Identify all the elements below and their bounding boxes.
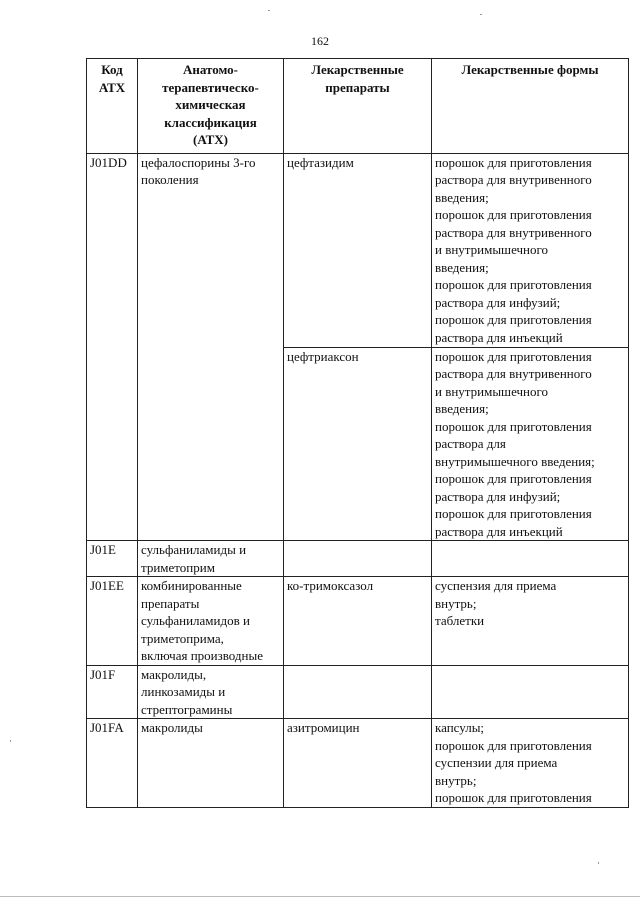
header-dosage-forms: Лекарственные формы <box>432 59 629 154</box>
atc-code-cell: J01DD <box>87 153 138 541</box>
atc-code-cell: J01FA <box>87 719 138 808</box>
drug-cell: ко-тримоксазол <box>284 577 432 666</box>
drug-cell <box>284 665 432 719</box>
dosage-forms-cell: капсулы; порошок для приготовления суспензии для приема внутрь; порошок для приготовления <box>432 719 629 808</box>
table-row <box>87 577 629 666</box>
classification-cell: цефалоспорины 3-го поколения <box>138 153 284 541</box>
page-number: 162 <box>311 34 329 48</box>
drug-cell: цефтазидим <box>284 153 432 347</box>
header-atc-classification: Анатомо- терапевтическо- химическая классификация (АТХ) <box>138 59 284 154</box>
dosage-forms-cell: суспензия для приема внутрь; таблетки <box>432 577 629 666</box>
atc-code-cell: J01F <box>87 665 138 719</box>
table-row <box>87 153 629 347</box>
classification-cell: макролиды, линкозамиды и стрептограмины <box>138 665 284 719</box>
table-row <box>87 665 629 719</box>
scan-speck <box>10 740 11 742</box>
classification-cell: комбинированные препараты сульфаниламидов и триметоприма, включая производные <box>138 577 284 666</box>
atc-drug-table <box>86 58 629 808</box>
table-row <box>87 719 629 808</box>
scan-edge-line <box>0 896 640 897</box>
dosage-forms-cell: порошок для приготовления раствора для внутривенного введения; порошок для приготовления раствора для внутривенного и внутримышечного введения; порошок для приготовления раствора для инфузий; порошок для приготовления раствора для инъекций <box>432 153 629 347</box>
atc-code-cell: J01E <box>87 541 138 577</box>
scan-speck <box>598 862 599 864</box>
dosage-forms-cell: порошок для приготовления раствора для внутривенного и внутримышечного введения; порошок для приготовления раствора для внутримышечного введения; порошок для приготовления раствора для инфузий; порошок для приготовления раствора для инъекций <box>432 347 629 541</box>
drug-cell: цефтриаксон <box>284 347 432 541</box>
atc-code-cell: J01EE <box>87 577 138 666</box>
dosage-forms-cell <box>432 541 629 577</box>
header-drugs: Лекарственные препараты <box>284 59 432 154</box>
scan-speck <box>480 14 482 15</box>
drug-cell: азитромицин <box>284 719 432 808</box>
classification-cell: сульфаниламиды и триметоприм <box>138 541 284 577</box>
drug-cell <box>284 541 432 577</box>
dosage-forms-cell <box>432 665 629 719</box>
classification-cell: макролиды <box>138 719 284 808</box>
header-atc-code: Код АТХ <box>87 59 138 154</box>
table-row <box>87 541 629 577</box>
table-header-row <box>87 59 629 154</box>
scan-speck <box>268 10 270 11</box>
